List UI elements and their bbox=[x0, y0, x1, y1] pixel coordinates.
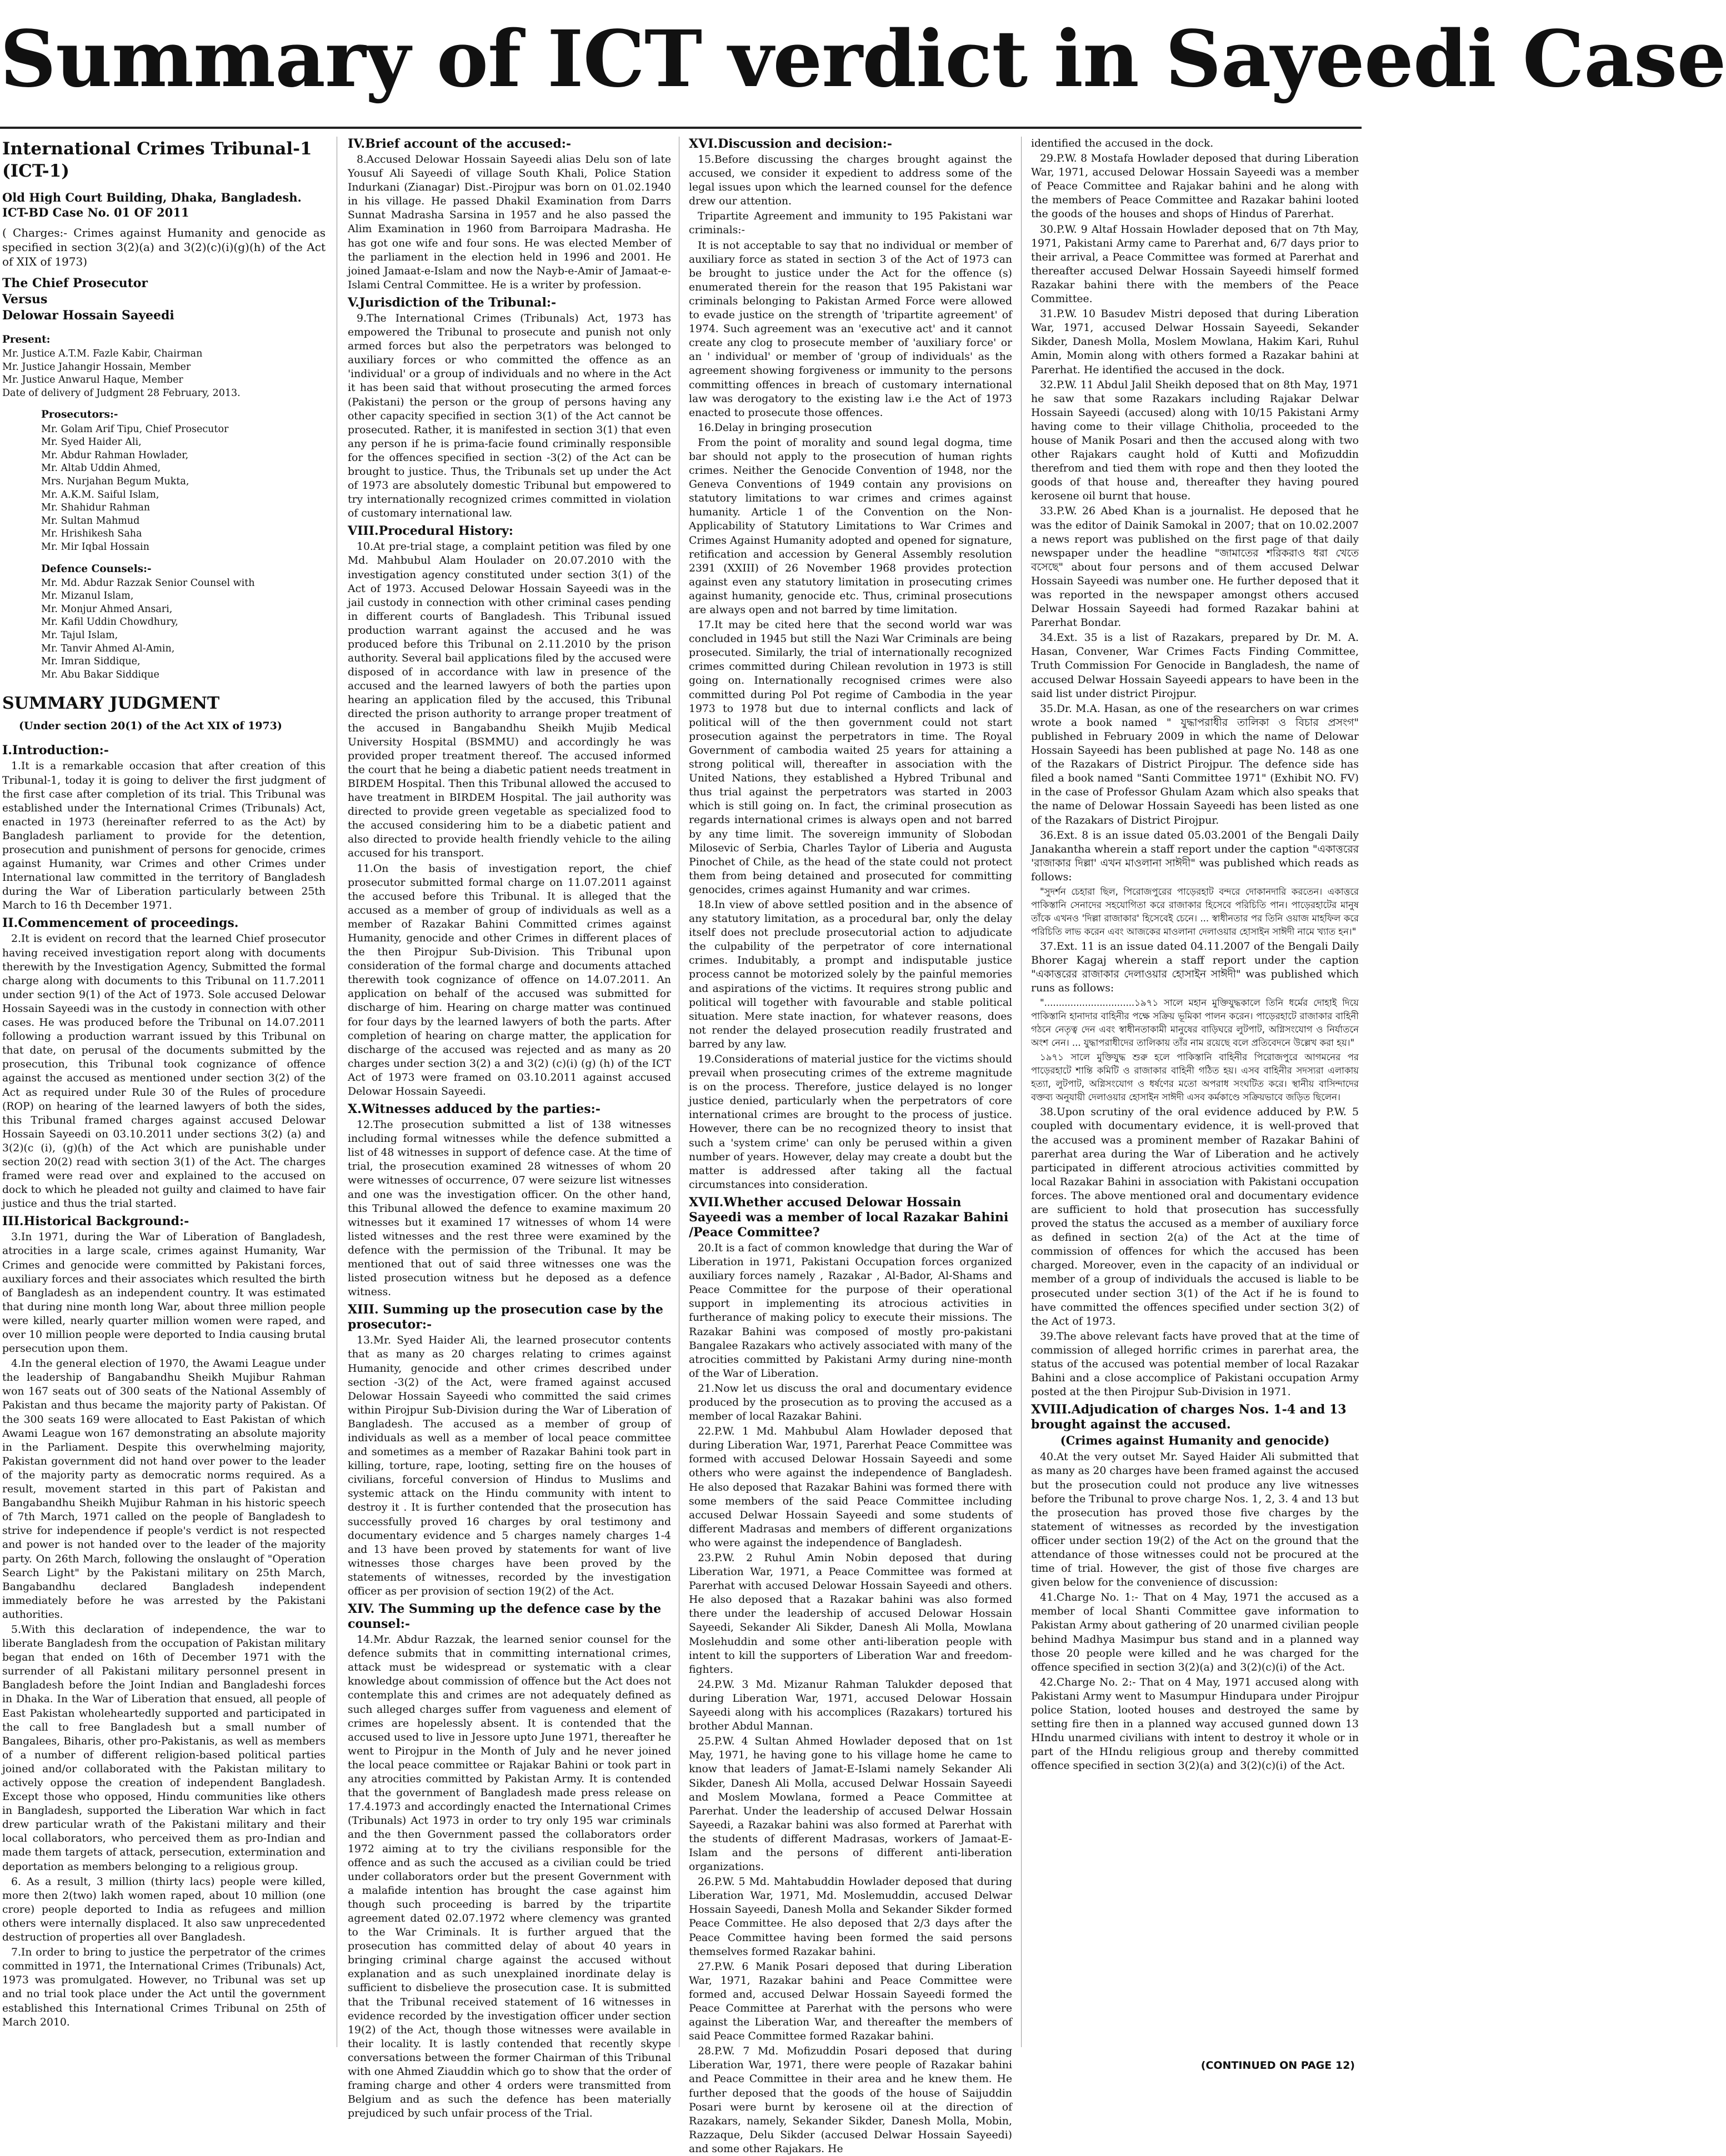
paragraph: 4.In the general election of 1970, the Awami League under the leadership of Bangabandhu Sheikh Mujibur Rahman won 167 seats out of 300 seats of the National Assembly of Pakistan and thus became the majority party of Pakistan. Of the 300 seats 169 were allocated to East Pakistan of which Awami League won 167 demonstrating an absolute majority in the Parliament. Despite this overwhelming majority, Pakistan government did not hand over power to the leader of the majority party as democratic norms required. As a result, movement started in this part of Pakistan and Bangabandhu Sheikh Mujibur Rahman in his historic speech of 7th March, 1971 called on the people of Bangladesh to strive for independence if people's verdict is not respected and power is not handed over to the leader of the majority party. On 26th March, following the onslaught of "Operation Search Light" by the Pakistani military on 25th March, Bangabandhu declared Bangladesh independent immediately before he was arrested by the Pakistani authorities. bbox=[2, 1358, 326, 1621]
summary-judgment-subheading: (Under section 20(1) of the Act XIX of 1973) bbox=[19, 720, 282, 733]
paragraph: 27.P.W. 6 Manik Posari deposed that during Liberation War, 1971, Razakar bahini and Peace Committee were formed and, accused Delwar Hossain Sayeedi formed the Peace Committee at Parerhat with the persons who were against the Liberation War, and thereafter the members of said Peace Committee formed Razakar bahini. bbox=[689, 1961, 1012, 2043]
paragraph: 18.In view of above settled position and in the absence of any statutory limitation, as a procedural bar, only the delay itself does not preclude prosecutorial action to adjudicate the culpability of the perpetrator of core international crimes. Indubitably, a prompt and indisputable justice process cannot be motorized solely by the painful memories and aspirations of the victims. It requires strong public and political will together with favourable and stable political situation. Mere state inaction, for whatever reasons, does not render the delayed prosecution readily frustrated and barred by any law. bbox=[689, 899, 1012, 1050]
party-accused: Delowar Hossain Sayeedi bbox=[2, 308, 174, 323]
summary-judgment-heading: SUMMARY JUDGMENT bbox=[2, 694, 220, 714]
section-heading: XVII.Whether accused Delowar Hossain Sayeedi was a member of local Razakar Bahini /Peace Committee? bbox=[689, 1195, 1009, 1240]
column-3 bbox=[689, 137, 1012, 2155]
list-item: Mr. Kafil Uddin Chowdhury, bbox=[41, 616, 178, 628]
paragraph: 28.P.W. 7 Md. Mofizuddin Posari deposed that during Liberation War, 1971, there were people of Razakar bahini and Peace Committee in their area and he knew them. He further deposed that the goods of the house of Saijuddin Posari were burnt by kerosene oil at the direction of Razakars, namely, Sekander Sikder, Danesh Molla, Mobin, Razzaque, Delu Sikder (accused Delwar Hossain Sayeedi) and some other Rajakars. He bbox=[689, 2045, 1012, 2155]
paragraph: 6. As a result, 3 million (thirty lacs) people were killed, more then 2(two) lakh women raped, about 10 million (one crore) people deported to India as refugees and million others were internally displaced. It also saw unprecedented destruction of properties all over Bangladesh. bbox=[2, 1876, 326, 1944]
list-item: Mrs. Nurjahan Begum Mukta, bbox=[41, 475, 189, 487]
paragraph: 16.Delay in bringing prosecution bbox=[698, 422, 872, 434]
list-item: Mr. Justice A.T.M. Fazle Kabir, Chairman bbox=[2, 348, 203, 360]
list-item: Date of delivery of Judgment 28 February, 2013. bbox=[2, 387, 241, 399]
paragraph: 35.Dr. M.A. Hasan, as one of the researchers on war crimes wrote a book named " যুদ্ধাপরাধীর তালিকা ও বিচার প্রসংগ" published in February 2009 in which the name of Delowar Hossain Sayeedi has been published at page No. 148 as one of the Razakars of District Pirojpur. The defence side has filed a book named "Santi Committee 1971" (Exhibit NO. FV) in the case of Professor Ghulam Azam which also speaks that the name of Delowar Hossain Sayeedi has been listed as one of the Razakars of District Pirojpur. bbox=[1031, 703, 1359, 826]
list-item: Mr. Monjur Ahmed Ansari, bbox=[41, 603, 173, 615]
tribunal-name: International Crimes Tribunal-1 (ICT-1) bbox=[2, 139, 312, 181]
list-item: Mr. Justice Jahangir Hossain, Member bbox=[2, 361, 191, 373]
bengali-quote: "সুদর্শন চেহারা ছিল, পিরোজপুরের পাড়েরহাট বন্দরে দোকানদারি করতেন। একাত্তরে পাকিস্তানি সেনাদের সহযোগিতা করে রাজাকার হিসেবে পরিচিতি পান। পাড়েরহাটের মানুষ তাঁকে এখনও 'দিল্লা রাজাকার' হিসেবেই চেনে। ... স্বাধীনতার পর তিনি ওয়াজ মাহফিল করে পরিচিতি লাভ করেন এবং আজকের মাওলানা দেলাওয়ার হোসাইন সাঈদী নামে খ্যাত হন।" bbox=[1031, 886, 1359, 937]
list-item: Mr. Mizanul Islam, bbox=[41, 590, 134, 602]
party-prosecutor: The Chief Prosecutor bbox=[2, 276, 148, 290]
section-heading: XIII. Summing up the prosecution case by the prosecutor:- bbox=[348, 1302, 663, 1332]
column-4 bbox=[1031, 137, 1359, 2047]
list-item: Mr. Abu Bakar Siddique bbox=[41, 669, 159, 680]
list-item: Mr. Syed Haider Ali, bbox=[41, 437, 142, 448]
paragraph: 37.Ext. 11 is an issue dated 04.11.2007 of the Bengali Daily Bhorer Kagaj wherein a staff report under the caption "একাত্তরের রাজাকার দেলাওয়ার হোসাইন সাঈদী" was published which runs as follows: bbox=[1031, 940, 1359, 995]
paragraph: 38.Upon scrutiny of the oral evidence adduced by P.W. 5 coupled with documentary evidence, it is well-proved that the accused was a prominent member of Razakar Bahini of parerhat area during the War of Liberation and he actively participated in different atrocious activities committed by local Razakar Bahini in association with Pakistani occupation forces. The above mentioned oral and documentary evidence are sufficient to hold that prosecution has successfully proved the status the accused as a member of auxiliary force as defined in section 2(a) of the Act at the time of commission of offences for which the accused has been charged. Moreover, even in the capacity of an individual or member of a group of individuals the accused is liable to be prosecuted under section 3(1) of the Act if he is found to have committed the offences specified under section 3(2) of the Act of 1973. bbox=[1031, 1106, 1359, 1327]
section-heading: XIV. The Summing up the defence case by the counsel:- bbox=[348, 1602, 662, 1632]
list-item: Mr. Mir Iqbal Hossain bbox=[41, 541, 149, 553]
column-divider bbox=[1021, 137, 1022, 2047]
section-heading: II.Commencement of proceedings. bbox=[2, 916, 239, 931]
paragraph: 22.P.W. 1 Md. Mahbubul Alam Howlader deposed that during Liberation War, 1971, Parerhat Peace Committee was formed with accused Delowar Hossain Sayeedi and some others who were against the independence of Bangladesh. He also deposed that Razakar Bahini was formed there with some members of the said Peace Committee including accused Delwar Hossain Sayeedi and some students of different Madrasas and members of different organizations who were against the independence of Bangladesh. bbox=[689, 1426, 1012, 1549]
paragraph: 34.Ext. 35 is a list of Razakars, prepared by Dr. M. A. Hasan, Convener, War Crimes Facts Finding Committee, Truth Commission For Genocide in Bangladesh, the name of accused Delwar Hossain Sayeedi appears to have been in the said list under district Pirojpur. bbox=[1031, 632, 1359, 700]
bench-list bbox=[2, 348, 326, 400]
paragraph: 40.At the very outset Mr. Sayed Haider Ali submitted that as many as 20 charges have been framed against the accused but the prosecution could not produce any live witnesses before the Tribunal to prove charge Nos. 1, 2, 3. 4 and 13 but the prosecution has proved those five charges by the statement of witnesses as recorded by the investigation officer under section 19(2) of the Act on the ground that the attendance of those witnesses could not be procured at the time of trial. However, the gist of those five charges are given below for the convenience of discussion: bbox=[1031, 1451, 1359, 1589]
paragraph: 21.Now let us discuss the oral and documentary evidence produced by the prosecution as to proving the accused as a member of local Razakar Bahini. bbox=[689, 1382, 1012, 1423]
section-heading: V.Jurisdiction of the Tribunal:- bbox=[348, 295, 557, 310]
paragraph: 9.The International Crimes (Tribunals) Act, 1973 has empowered the Tribunal to prosecute and punish not only armed forces but also the perpetrators was belonged to auxiliary forces or who committed the offence as an 'individual' or a group of individuals and no where in the Act it has been said that without prosecuting the armed forces (Pakistani) the person or the group of persons having any other capacity specified in section 3(1) of the Act cannot be prosecuted. Rather, it is manifested in section 3(1) that even any person if he is prima-facie found criminally responsible for the offences specified in section -3(2) of the Act can be brought to justice. Thus, the Tribunals set up under the Act of 1973 are absolutely domestic Tribunal but empowered to try internationally recognized crimes committed in violation of customary international law. bbox=[348, 312, 671, 520]
paragraph: 17.It may be cited here that the second world war was concluded in 1945 but still the Nazi War Criminals are being prosecuted. Similarly, the trial of internationally recognized crimes committed during Chilean revolution in 1973 is still going on. Internationally recognised crimes were also committed during Pol Pot regime of Cambodia in the year 1973 to 1978 but due to internal conflicts and lack of political will of the then government could not start prosecution against the perpetrators in time. The Royal Government of cambodia waited 25 years for attaining a strong political will, thereafter in association with the United Nations, they established a Hybred Tribunal and thus trial against the perpetrators was started in 2003 which is still going on. In fact, the criminal prosecution as regards international crimes is always open and not barred by any time limit. The sovereign immunity of Slobodan Milosevic of Serbia, Charles Taylor of Liberia and Augusta Pinochet of Chile, as the head of the state could not protect them from being detained and prosecuted for committing genocides, crimes against Humanity and war crimes. bbox=[689, 619, 1012, 896]
tribunal-address: Old High Court Building, Dhaka, Bangladesh. bbox=[2, 190, 302, 204]
paragraph: 15.Before discussing the charges brought against the accused, we consider it expedient to address some of the legal issues upon which the learned counsel for the defence drew our attention. bbox=[689, 154, 1012, 208]
section-heading: VIII.Procedural History: bbox=[348, 524, 513, 539]
paragraph: 23.P.W. 2 Ruhul Amin Nobin deposed that during Liberation War, 1971, a Peace Committee was formed at Parerhat with accused Delowar Hossain Sayeedi and others. He also deposed that a Razakar bahini was also formed there under the leadership of accused Delowar Hossain Sayeedi, Sekander Ali Sikder, Danesh Ali Molla, Mowlana Moslehuddin and some other anti-liberation people with intent to kill the supporters of Liberation War and freedom-fighters. bbox=[689, 1552, 1012, 1676]
paragraph: 10.At pre-trial stage, a complaint petition was filed by one Md. Mahbubul Alam Houlader on 20.07.2010 with the investigation agency constituted under section 3(1) of the Act of 1973. Accused Delowar Hossain Sayeedi was in the jail custody in connection with other criminal cases pending in different courts of Bangladesh. This Tribunal issued production warrant against the accused and he was produced before this Tribunal on 2.11.2010 by the prison authority. Several bail applications filed by the accused were disposed of in accordance with law in presence of the accused and the learned lawyers of both the parties upon hearing an application filed by the accused, this Tribunal directed the prison authority to arrange proper treatment of the accused in Bangabandhu Sheikh Mujib Medical University Hospital (BSMMU) and accordingly he was provided proper treatment thereof. The accused informed the court that he being a diabetic patient needs treatment in BIRDEM Hospital. Then this Tribunal allowed the accused to have treatment in BIRDEM Hospital. The jail authority was directed to provide green vegetable as specialized food to the accused considering him to be a diabetic patient and also directed to provide health friendly vehicle to the ailing accused for his transport. bbox=[348, 541, 671, 860]
list-item: Mr. Tanvir Ahmed Al-Amin, bbox=[41, 643, 175, 654]
paragraph: 42.Charge No. 2:- That on 4 May, 1971 accused along with Pakistani Army went to Masumpur Hindupara under Pirojpur police Station, looted houses and destroyed the same by setting fire then in a planned way accused gunned down 13 HIndu unarmed civilians with intent to destroy it whole or in part of the HIndu religious group and thereby committed offence specified in section 3(2)(a) and 3(2)(c)(i) of the Act. bbox=[1031, 1676, 1359, 1772]
paragraph: 26.P.W. 5 Md. Mahtabuddin Howlader deposed that during Liberation War, 1971, Md. Moslemuddin, accused Delwar Hossain Sayeedi, Danesh Molla and Sekander Sikder formed Peace Committee. He also deposed that 2/3 days after the Peace Committee having been formed the said persons themselves formed Razakar bahini. bbox=[689, 1876, 1012, 1958]
paragraph: 8.Accused Delowar Hossain Sayeedi alias Delu son of late Yousuf Ali Sayeedi of village South Khali, Police Station Indurkani (Zianagar) Dist.-Pirojpur was born on 01.02.1940 in his village. He passed Dhakil Examination from Darrs Sunnat Madrasha Sarsina in 1957 and he also passed the Alim Examination in 1960 from Barroipara Madrasha. He has got one wife and four sons. He was elected Member of the parliament in the election held in 1996 and 2001. He joined Jamaat-e-Islam and now the Nayb-e-Amir of Jamaat-e-Islami Central Committee. He is a writer by profession. bbox=[348, 154, 671, 291]
paragraph: 7.In order to bring to justice the perpetrator of the crimes committed in 1971, the International Crimes (Tribunals) Act, 1973 was promulgated. However, no Tribunal was set up and no trial took place under the Act until the government established this International Crimes Tribunal on 25th of March 2010. bbox=[2, 1947, 326, 2028]
paragraph: 31.P.W. 10 Basudev Mistri deposed that during Liberation War, 1971, accused Delwar Hossain Sayeedi, Sekander Sikder, Danesh Molla, Moslem Mowlana, Hakim Kari, Ruhul Amin, Momin along with others formed a Razakar bahini at Parerhat. He identified the accused in the dock. bbox=[1031, 308, 1359, 376]
headline-rule bbox=[0, 127, 1362, 129]
list-item: Mr. Imran Siddique, bbox=[41, 656, 141, 668]
paragraph: 19.Considerations of material justice for the victims should prevail when prosecuting crimes of the extreme magnitude is on the process. Therefore, justice delayed is no longer justice denied, particularly when the perpetrators of core international crimes are brought to the process of justice. However, there can be no recognized theory to insist that such a 'system crime' can only be perused within a given number of years. However, delay may create a doubt but the matter is addressed after taking all the factual circumstances into consideration. bbox=[689, 1054, 1012, 1191]
list-item: Mr. Justice Anwarul Haque, Member bbox=[2, 374, 183, 386]
continued-note: (CONTINUED ON PAGE 12) bbox=[1200, 2059, 1355, 2072]
list-item: Mr. Tajul Islam, bbox=[41, 629, 118, 641]
section-heading: III.Historical Background:- bbox=[2, 1214, 189, 1229]
column-2 bbox=[348, 137, 671, 2120]
paragraph: It is not acceptable to say that no individual or member of auxiliary force as stated in section 3 of the Act of 1973 can be brought to justice under the Act for the offence (s) enumerated therein for the reason that 195 Pakistani war criminals belonging to Pakistan Armed Force were allowed to evade justice on the strength of 'tripartite agreement' of 1974. Such agreement was an 'executive act' and it cannot create any clog to prosecute member of 'auxiliary force' or an ' individual' or member of 'group of individuals' as the agreement showing forgiveness or immunity to the persons committing offences in breach of customary international law was derogatory to the existing law i.e the Act of 1973 enacted to prosecute those offences. bbox=[689, 239, 1012, 419]
paragraph: 5.With this declaration of independence, the war to liberate Bangladesh from the occupation of Pakistan military began that ended on 16th of December 1971 with the surrender of all Pakistani military personnel present in Bangladesh before the Joint Indian and Bangladeshi forces in Dhaka. In the War of Liberation that ensued, all people of East Pakistan wholeheartedly supported and participated in the call to free Bangladesh but a small number of Bangalees, Biharis, other pro-Pakistanis, as well as members of a number of different religion-based political parties joined and/or collaborated with the Pakistan military to actively oppose the creation of independent Bangladesh. Except those who opposed, Hindu communities like others in Bangladesh, supported the Liberation War which in fact drew particular wrath of the Pakistani military and their local collaborators, who perceived them as pro-Indian and made them targets of attack, persecution, extermination and deportation as members belonging to a religious group. bbox=[2, 1623, 326, 1873]
paragraph: 12.The prosecution submitted a list of 138 witnesses including formal witnesses while the defence submitted a list of 48 witnesses in support of defence case. At the time of trial, the prosecution examined 28 witnesses of whom 20 were witnesses of occurrence, 07 were seizure list witnesses and one was the investigation officer. On the other hand, this Tribunal allowed the defence to examine maximum 20 witnesses but it examined 17 witnesses of whom 14 were listed witnesses and the rest three were examined by the defence with the permission of the Tribunal. It may be mentioned that out of said three witnesses one was the listed prosecution witness but he deposed as a defence witness. bbox=[348, 1119, 671, 1298]
paragraph: 14.Mr. Abdur Razzak, the learned senior counsel for the defence submits that in committing international crimes, attack must be widespread or systematic with a clear knowledge about commission of offence but the Act does not contemplate this and crimes are not adequately defined as such alleged charges suffer from vagueness and element of crimes are hopelessly absent. It is contended that the accused used to live in Jessore upto June 1971, thereafter he went to Pirojpur in the Month of July and he never joined the local peace committee or Rajakar Bahini or took part in any atrocities committed by Pakistan Army. It is contended that the government of Bangladesh made press release on 17.4.1973 and accordingly enacted the International Crimes (Tribunals) Act 1973 in order to try only 195 war criminals and the then Government passed the collaborators order 1972 aiming at to try the civilians responsible for the offence and as such the accused as a civilian could be tried under collaborators order but the present Government with a malafide intention has brought the case against him though such proceeding is barred by the tripartite agreement dated 02.07.1972 where clemency was granted to the War Criminals. It is further argued that the prosecution has committed delay of about 40 years in bringing criminal charge against the accused without explanation and as such unexplained inordinate delay is sufficient to disbelieve the prosecution case. It is submitted that the Tribunal received statement of 16 witnesses in evidence recorded by the investigation officer under section 19(2) of the Act, though those witnesses were available in their locality. It is lastly contended that recently skype conversations between the former Chairman of this Tribunal with one Ahmed Ziauddin which go to show that the order of framing charge and other 4 orders were transmitted from Belgium and as such the defence has been materially prejudiced by such unfair process of the Trial. bbox=[348, 1634, 671, 2120]
paragraph: 36.Ext. 8 is an issue dated 05.03.2001 of the Bengali Daily Janakantha wherein a staff report under the caption "একাত্তরের 'রাজাকার দিল্লা' এখন মাওলানা সাঈদী" was published which reads as follows: bbox=[1031, 829, 1359, 883]
list-item: Mr. Sultan Mahmud bbox=[41, 515, 140, 527]
paragraph: 11.On the basis of investigation report, the chief prosecutor submitted formal charge on 11.07.2011 against the accused before this Tribunal. It is alleged that the accused as a member of group of individuals as well as a member of Razakar Bahini Committed crimes against Humanity, genocide and other Crimes in different places of the then Pirojpur Sub-Division. This Tribunal upon consideration of the formal charge and documents attached therewith took cognizance of offence on 14.07.2011. An application on behalf of the accused was submitted for discharge of him. Hearing on charge matter was continued for four days by the learned lawyers of both the parts. After completion of hearing on charge matter, the application for discharge of the accused was rejected and as many as 20 charges under section 3(2) a and 3(2) (c)(i) (g) (h) of the ICT Act of 1973 were framed on 03.10.2011 against accused Delowar Hossain Sayeedi. bbox=[348, 863, 671, 1097]
paragraph: 2.It is evident on record that the learned Chief prosecutor having received investigation report along with documents therewith by the Investigation Agency, Submitted the formal charge along with documents to this Tribunal on 11.7.2011 under section 9(1) of the Act of 1973. Sole accused Delowar Hossain Sayeedi was in the custody in connection with other cases. He was produced before the Tribunal on 14.07.2011 following a production warrant issued by this Tribunal on that date, on perusal of the documents submitted by the prosecution, this Tribunal took cognizance of offence against the accused as mentioned under section 3(2) of the Act as required under Rule 30 of the Rules of procedure (ROP) on hearing of the learned lawyers of both the sides, this Tribunal framed charges against accused Delowar Hossain Sayeedi on 03.10.2011 under sections 3(2) (a) and 3(2)(c (i), (g)(h) of the Act which are punishable under section 20(2) read with section 3(1) of the Act. The charges framed were read over and explained to the accused on dock to which he pleaded not guilty and claimed to have fair justice and thus the trial started. bbox=[2, 933, 326, 1210]
defence-list bbox=[41, 577, 326, 682]
list-item: Mr. Abdur Rahman Howlader, bbox=[41, 449, 189, 461]
defence-label: Defence Counsels:- bbox=[41, 563, 152, 575]
list-item: Mr. Md. Abdur Razzak Senior Counsel with bbox=[41, 577, 255, 589]
present-label: Present: bbox=[2, 334, 51, 345]
bengali-quote: ১৯৭১ সালে মুক্তিযুদ্ধ শুরু হলে পাকিস্তানি বাহিনীর পিরোজপুরে আগমনের পর পাড়েরহাটে শান্তি কমিটি ও রাজাকার বাহিনী গঠিত হয়। এসব বাহিনীর সদস্যরা এলাকায় হত্যা, লুটপাট, অগ্নিসংযোগ ও ধর্ষণের মতো অপরাধ সংঘটিত করে। স্থানীয় বাসিন্দাদের বক্তব্য অনুযায়ী দেলাওয়ার হোসাইন সাঈদী এসব কর্মকাণ্ডে সক্রিয়ভাবে জড়িত ছিলেন। bbox=[1031, 1052, 1359, 1103]
bengali-quote: "...............................১৯৭১ সালে মহান মুক্তিযুদ্ধকালে তিনি ধর্মের দোহাই দিয়ে পাকিস্তানি হানাদার বাহিনীর পক্ষে সক্রিয় ভূমিকা পালন করেন। পাড়েরহাটে রাজাকার বাহিনী গঠনে নেতৃত্ব দেন এবং স্বাধীনতাকামী মানুষের বাড়িঘরে লুটপাট, অগ্নিসংযোগ ও নির্যাতনে অংশ নেন। ... যুদ্ধাপরাধীদের তালিকায় তাঁর নাম রয়েছে বলে প্রতিবেদনে উল্লেখ করা হয়।" bbox=[1031, 997, 1359, 1049]
paragraph: 1.It is a remarkable occasion that after creation of this Tribunal-1, today it is going to deliver the first judgment of the first case after completion of its trial. This Tribunal was established under the International Crimes (Tribunals) Act, enacted in 1973 (hereinafter referred to as the Act) by Bangladesh parliament to provide for the detention, prosecution and punishment of persons for genocide, crimes against Humanity, war Crimes and other Crimes under International law committed in the territory of Bangladesh during the War of Liberation particularly between 25th March to 16 th December 1971. bbox=[2, 760, 326, 912]
paragraph: 20.It is a fact of common knowledge that during the War of Liberation in 1971, Pakistani Occupation forces organized auxiliary forces namely , Razakar , Al-Bador, Al-Shams and Peace Committee for the purpose of their operational support in implementing its atrocious activities in furtherance of making policy to execute their missions. The Razakar Bahini was composed of mostly pro-pakistani Bangalee Razakars who actively associated with many of the atrocities committed by Pakistani Army during nine-month of the War of Liberation. bbox=[689, 1242, 1012, 1380]
case-number: ICT-BD Case No. 01 OF 2011 bbox=[2, 205, 189, 219]
paragraph: Tripartite Agreement and immunity to 195 Pakistani war criminals:- bbox=[689, 210, 1012, 237]
paragraph: 13.Mr. Syed Haider Ali, the learned prosecutor contents that as many as 20 charges relating to crimes against Humanity, genocide and other crimes described under section -3(2) of the Act, were framed against accused Delowar Hossain Sayeedi who committed the said crimes within Pirojpur Sub-Division during the War of Liberation of Bangladesh. The accused as a member of group of individuals as well as a member of local peace committee and sometimes as a member of Razakar Bahini took part in killing, torture, rape, looting, setting fire on the houses of civilians, forceful conversion of Hindus to Muslims and systemic attack on the Hindu community with intent to destroy it . It is further contended that the prosecution has successfully proved 16 charges by oral testimony and documentary evidence and 5 charges namely charges 1-4 and 13 have been proved by statements for want of live witnesses those charges have been proved by the statements of witnesses, recorded by the investigation officer as per provision of section 19(2) of the Act. bbox=[348, 1335, 671, 1597]
paragraph: identified the accused in the dock. bbox=[1031, 138, 1214, 149]
party-versus: Versus bbox=[2, 292, 48, 307]
paragraph: 3.In 1971, during the War of Liberation of Bangladesh, atrocities in a large scale, crimes against Humanity, War Crimes and genocide were committed by Pakistani forces, auxiliary forces and their associates which resulted the birth of Bangladesh as an independent country. It was estimated that during nine month long War, about three million people were killed, nearly quarter million women were raped, and over 10 million people were deported to India causing brutal persecution upon them. bbox=[2, 1231, 326, 1355]
paragraph: From the point of morality and sound legal dogma, time bar should not apply to the prosecution of human rights crimes. Neither the Genocide Convention of 1948, nor the Geneva Conventions of 1949 contain any provisions on statutory limitations to war crimes and crimes against humanity. Article 1 of the Convention on the Non-Applicability of Statutory Limitations to War Crimes and Crimes Against Humanity adopted and opened for signature, retification and accession by General Assembly resolution 2391 (XXIII) of 26 November 1968 provides protection against even any statutory limitation in prosecuting crimes against humanity, genocide etc. Thus, criminal prosecutions are always open and not barred by time limitation. bbox=[689, 437, 1012, 616]
paragraph: 41.Charge No. 1:- That on 4 May, 1971 the accused as a member of local Shanti Committee gave information to Pakistan Army about gathering of 20 unarmed civilian people behind Madhya Masimpur bus stand and in a planned way those 20 people were killed and he was charged for the offence specified in section 3(2)(a) and 3(2)(c)(i) of the Act. bbox=[1031, 1592, 1359, 1673]
list-item: Mr. A.K.M. Saiful Islam, bbox=[41, 489, 159, 500]
case-parties bbox=[2, 275, 326, 324]
paragraph: 29.P.W. 8 Mostafa Howlader deposed that during Liberation War, 1971, accused Delowar Hossain Sayeedi was a member of Peace Committee and Rajakar bahini and he along with the members of Peace Committee and Razakar bahini looted the goods of the houses and shops of Hindus of Parerhat. bbox=[1031, 153, 1359, 220]
paragraph: 24.P.W. 3 Md. Mizanur Rahman Talukder deposed that during Liberation War, 1971, accused Delowar Hossain Sayeedi along with his accomplices (Razakars) tortured his brother Abdul Mannan. bbox=[689, 1678, 1012, 1733]
list-item: Mr. Altab Uddin Ahmed, bbox=[41, 463, 161, 474]
headline: Summary of ICT verdict in Sayeedi Case bbox=[0, 14, 1726, 105]
section-heading: XVIII.Adjudication of charges Nos. 1-4 and 13 brought against the accused. bbox=[1031, 1402, 1347, 1432]
paragraph: 25.P.W. 4 Sultan Ahmed Howlader deposed that on 1st May, 1971, he having gone to his village home he came to know that leaders of Jamat-E-Islami namely Sekander Ali Sikder, Danesh Ali Molla, accused Delwar Hossain Sayeedi and Moslem Mowlana, formed a Peace Committee at Parerhat. Under the leadership of accused Delwar Hossain Sayeedi, a Razakar bahini was also formed at Parerhat with the students of different Madrasas, workers of Jamaat-E-Islam and the persons of different anti-liberation organizations. bbox=[689, 1736, 1012, 1873]
paragraph: 33.P.W. 26 Abed Khan is a journalist. He deposed that he was the editor of Dainik Samokal in 2007; that on 10.02.2007 a news report was published on the first page of that daily newspaper under the headline "জামাতের শরিকরাও ধরা খেতে বসেছে" about four persons and of them accused Delwar Hossain Sayeedi was number one. He further deposed that it was reported in the newspaper amongst others accused Delwar Hossain Sayeedi had formed Razakar bahini at Parerhat Bondar. bbox=[1031, 505, 1359, 629]
prosecutors-label: Prosecutors:- bbox=[41, 409, 118, 421]
section-heading: X.Witnesses adduced by the parties:- bbox=[348, 1102, 601, 1117]
column-1 bbox=[2, 137, 326, 2047]
list-item: Mr. Golam Arif Tipu, Chief Prosecutor bbox=[41, 423, 229, 435]
paragraph: 32.P.W. 11 Abdul Jalil Sheikh deposed that on 8th May, 1971 he saw that some Razakars including Rajakar Delwar Hossain Sayeedi (accused) along with 10/15 Pakistani Army having come to their village Chitholia, proceeded to the house of Manik Posari and then the accused along with two other Rajakars caught hold of Kutti and Mofizuddin therefrom and tied them with rope and then they looted the goods of that house and, thereafter they having poured kerosene oil burnt that house. bbox=[1031, 379, 1359, 503]
section-heading: XVI.Discussion and decision:- bbox=[689, 137, 892, 151]
section-heading: IV.Brief account of the accused:- bbox=[348, 137, 572, 151]
paragraph: 30.P.W. 9 Altaf Hossain Howlader deposed that on 7th May, 1971, Pakistani Army came to Parerhat and, 6/7 days prior to their arrival, a Peace Committee was formed at Parerhat and thereafter accused Delwar Hossain Sayeedi himself formed Razakar bahini there with the members of the Peace Committee. bbox=[1031, 223, 1359, 305]
paragraph: 39.The above relevant facts have proved that at the time of commission of alleged horrific crimes in parerhat area, the status of the accused was potential member of local Razakar Bahini and a close accomplice of Pakistani occupation Army posted at the then Pirojpur Sub-Division in 1971. bbox=[1031, 1330, 1359, 1398]
list-item: Mr. Shahidur Rahman bbox=[41, 502, 151, 514]
charges-note: ( Charges:- Crimes against Humanity and genocide as specified in section 3(2)(a) and 3(2)(c)(i)(g)(h) of the Act of XIX of 1973) bbox=[2, 226, 326, 268]
section-subheading: (Crimes against Humanity and genocide) bbox=[1060, 1433, 1330, 1448]
list-item: Mr. Hrishikesh Saha bbox=[41, 528, 142, 540]
prosecutors-list bbox=[41, 423, 326, 554]
section-heading: I.Introduction:- bbox=[2, 743, 109, 758]
